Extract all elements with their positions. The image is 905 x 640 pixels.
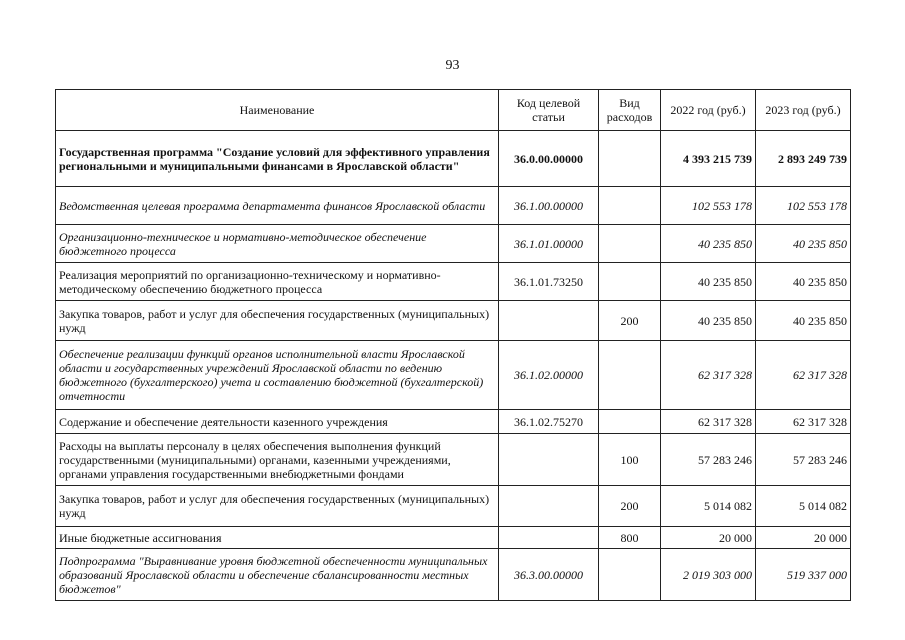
row-expense-type (599, 410, 661, 434)
row-amount-2022: 2 019 303 000 (661, 549, 756, 601)
row-expense-type (599, 341, 661, 410)
row-expense-type: 800 (599, 527, 661, 549)
table-row (56, 301, 851, 341)
row-expense-type (599, 549, 661, 601)
row-amount-2022: 40 235 850 (661, 225, 756, 263)
table-row (56, 341, 851, 410)
header-name: Наименование (56, 90, 499, 131)
row-code (499, 301, 599, 341)
row-expense-type: 200 (599, 301, 661, 341)
budget-table (55, 89, 851, 601)
row-code (499, 527, 599, 549)
row-amount-2023: 62 317 328 (756, 341, 851, 410)
table-row (56, 187, 851, 225)
row-amount-2022: 57 283 246 (661, 434, 756, 486)
row-amount-2022: 62 317 328 (661, 410, 756, 434)
table-row (56, 527, 851, 549)
row-amount-2023: 5 014 082 (756, 486, 851, 527)
row-amount-2022: 5 014 082 (661, 486, 756, 527)
row-name: Ведомственная целевая программа департамента финансов Ярославской области (56, 187, 499, 225)
row-name: Подпрограмма "Выравнивание уровня бюджетной обеспеченности муниципальных образований Ярославской области и обеспечение сбалансированности местных бюджетов" (56, 549, 499, 601)
row-amount-2023: 40 235 850 (756, 301, 851, 341)
table-row (56, 486, 851, 527)
row-code (499, 434, 599, 486)
row-expense-type: 100 (599, 434, 661, 486)
table-row (56, 131, 851, 187)
row-amount-2022: 40 235 850 (661, 263, 756, 301)
row-name: Организационно-техническое и нормативно-методическое обеспечение бюджетного процесса (56, 225, 499, 263)
row-amount-2022: 102 553 178 (661, 187, 756, 225)
row-expense-type (599, 263, 661, 301)
row-code: 36.0.00.00000 (499, 131, 599, 187)
row-amount-2023: 40 235 850 (756, 225, 851, 263)
row-name: Государственная программа "Создание условий для эффективного управления региональными и муниципальными финансами в Ярославской области" (56, 131, 499, 187)
row-code: 36.1.02.00000 (499, 341, 599, 410)
row-name: Иные бюджетные ассигнования (56, 527, 499, 549)
row-amount-2022: 40 235 850 (661, 301, 756, 341)
table-row (56, 263, 851, 301)
table-row (56, 225, 851, 263)
row-code: 36.3.00.00000 (499, 549, 599, 601)
row-code: 36.1.00.00000 (499, 187, 599, 225)
row-amount-2023: 102 553 178 (756, 187, 851, 225)
header-2023: 2023 год (руб.) (756, 90, 851, 131)
row-code: 36.1.01.73250 (499, 263, 599, 301)
table-header-row (56, 90, 851, 131)
row-name: Содержание и обеспечение деятельности казенного учреждения (56, 410, 499, 434)
table-row (56, 410, 851, 434)
row-name: Расходы на выплаты персоналу в целях обеспечения выполнения функций государственными (муниципальными) органами, казенными учреждениями, органами управления государственными внебюджетными фондами (56, 434, 499, 486)
row-amount-2023: 57 283 246 (756, 434, 851, 486)
row-amount-2023: 62 317 328 (756, 410, 851, 434)
header-expense-type: Вид расходов (599, 90, 661, 131)
row-amount-2023: 20 000 (756, 527, 851, 549)
row-code: 36.1.02.75270 (499, 410, 599, 434)
row-name: Закупка товаров, работ и услуг для обеспечения государственных (муниципальных) нужд (56, 301, 499, 341)
row-expense-type (599, 131, 661, 187)
row-name: Реализация мероприятий по организационно-техническому и нормативно-методическому обеспечению бюджетного процесса (56, 263, 499, 301)
row-name: Закупка товаров, работ и услуг для обеспечения государственных (муниципальных) нужд (56, 486, 499, 527)
header-2022: 2022 год (руб.) (661, 90, 756, 131)
row-amount-2022: 4 393 215 739 (661, 131, 756, 187)
row-amount-2022: 62 317 328 (661, 341, 756, 410)
row-amount-2023: 40 235 850 (756, 263, 851, 301)
row-code: 36.1.01.00000 (499, 225, 599, 263)
row-code (499, 486, 599, 527)
row-amount-2023: 2 893 249 739 (756, 131, 851, 187)
row-amount-2022: 20 000 (661, 527, 756, 549)
row-expense-type (599, 225, 661, 263)
header-code: Код целевой статьи (499, 90, 599, 131)
table-row (56, 549, 851, 601)
row-amount-2023: 519 337 000 (756, 549, 851, 601)
row-expense-type: 200 (599, 486, 661, 527)
table-row (56, 434, 851, 486)
row-expense-type (599, 187, 661, 225)
row-name: Обеспечение реализации функций органов исполнительной власти Ярославской области и государственных учреждений Ярославской области по ведению бюджетного (бухгалтерского) учета и составлению бюджетной (бухгалтерской) отчетности (56, 341, 499, 410)
page-number: 93 (445, 58, 460, 73)
